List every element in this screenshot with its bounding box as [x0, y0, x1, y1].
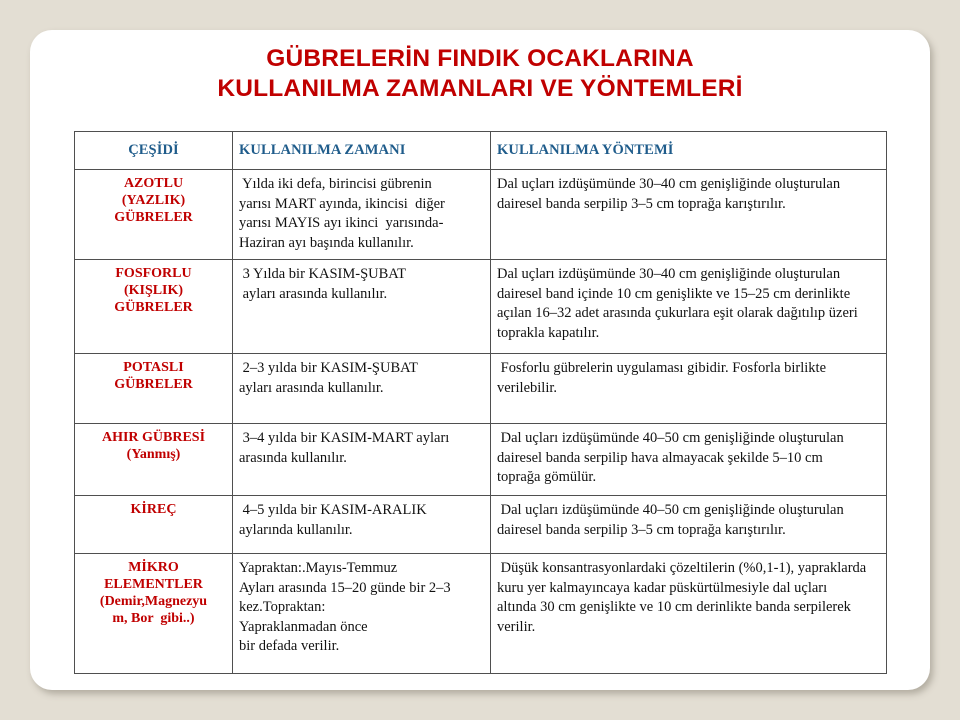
- text-line: dairesel banda serpilip 3–5 cm toprağa karıştırılır.: [497, 521, 786, 538]
- page-title-line-1: GÜBRELERİN FINDIK OCAKLARINA: [266, 45, 694, 72]
- text-line: Yapraklanmadan önce: [239, 618, 368, 635]
- cell-method: [491, 554, 887, 674]
- text-line: MİKRO: [128, 560, 179, 575]
- table-row: [75, 496, 887, 554]
- text-line: yarısı MART ayında, ikincisi diğer: [239, 195, 445, 212]
- text-line: Yılda iki defa, birincisi gübrenin: [239, 176, 432, 192]
- column-header-method: KULLANILMA YÖNTEMİ: [491, 132, 887, 170]
- text-line: dairesel band içinde 10 cm genişlikte ve 15–25 cm derinlikte: [497, 285, 851, 302]
- cell-method: [491, 496, 887, 554]
- text-line: Dal uçları izdüşümünde 40–50 cm genişliğinde oluşturulan: [497, 430, 844, 446]
- table-header: [75, 132, 887, 170]
- text-line: 2–3 yılda bir KASIM-ŞUBAT: [239, 360, 418, 376]
- text-line: GÜBRELER: [114, 377, 193, 392]
- text-line: m, Bor gibi..): [112, 611, 195, 626]
- cell-method: [491, 424, 887, 496]
- text-line: dairesel banda serpilip hava almayacak şekilde 5–10 cm: [497, 449, 823, 466]
- text-line: POTASLI: [123, 360, 184, 375]
- text-line: açılan 16–32 adet arasında çukurlara eşit olarak dağıtılıp üzeri: [497, 305, 858, 321]
- cell-time: [233, 424, 491, 496]
- text-line: (KIŞLIK): [123, 283, 184, 298]
- cell-type: [75, 496, 233, 554]
- text-line: AZOTLU: [123, 176, 184, 191]
- cell-type: [75, 354, 233, 424]
- cell-method: [491, 170, 887, 260]
- cell-type: [75, 260, 233, 354]
- text-line: (Demir,Magnezyu: [99, 594, 208, 609]
- text-line: Ayları arasında 15–20 günde bir 2–3: [239, 579, 451, 596]
- column-header-time: KULLANILMA ZAMANI: [233, 132, 491, 170]
- cell-method: [491, 260, 887, 354]
- text-line: Yapraktan:.Mayıs-Temmuz: [239, 560, 398, 576]
- cell-type: [75, 424, 233, 496]
- table-body: [75, 170, 887, 674]
- fertilizer-schedule-table: [74, 131, 887, 674]
- table-row: [75, 424, 887, 496]
- cell-type: [75, 554, 233, 674]
- table-row: [75, 170, 887, 260]
- text-line: arasında kullanılır.: [239, 449, 347, 466]
- text-line: aylarında kullanılır.: [239, 521, 353, 538]
- column-header-type: ÇEŞİDİ: [75, 132, 233, 170]
- text-line: bir defada verilir.: [239, 638, 340, 654]
- text-line: GÜBRELER: [114, 210, 193, 225]
- text-line: ELEMENTLER: [104, 577, 203, 592]
- page-title: [70, 44, 890, 104]
- text-line: yarısı MAYIS ayı ikinci yarısında-: [239, 215, 444, 231]
- cell-time: [233, 496, 491, 554]
- text-line: verilir.: [497, 618, 536, 635]
- text-line: ayları arasında kullanılır.: [239, 285, 388, 302]
- text-line: Dal uçları izdüşümünde 30–40 cm genişliğinde oluşturulan: [497, 176, 841, 192]
- text-line: Düşük konsantrasyonlardaki çözeltilerin (%0,1-1), yapraklarda: [497, 560, 867, 576]
- text-line: altında 30 cm genişlikte ve 10 cm derinlikte banda serpilerek: [497, 599, 851, 615]
- text-line: GÜBRELER: [114, 300, 193, 315]
- text-line: FOSFORLU: [115, 266, 192, 281]
- cell-method: [491, 354, 887, 424]
- text-line: 4–5 yılda bir KASIM-ARALIK: [239, 502, 427, 518]
- text-line: AHIR GÜBRESİ: [101, 430, 206, 445]
- table-row: [75, 354, 887, 424]
- table-row: [75, 554, 887, 674]
- text-line: dairesel banda serpilip 3–5 cm toprağa karıştırılır.: [497, 195, 786, 212]
- text-line: verilebilir.: [497, 379, 557, 396]
- text-line: Fosforlu gübrelerin uygulaması gibidir. Fosforla birlikte: [497, 360, 827, 376]
- text-line: Haziran ayı başında kullanılır.: [239, 234, 414, 251]
- text-line: (Yanmış): [126, 447, 181, 462]
- cell-time: [233, 354, 491, 424]
- text-line: 3 Yılda bir KASIM-ŞUBAT: [239, 266, 407, 282]
- text-line: Dal uçları izdüşümünde 40–50 cm genişliğinde oluşturulan: [497, 502, 844, 518]
- text-line: toprakla kapatılır.: [497, 324, 600, 341]
- text-line: ayları arasında kullanılır.: [239, 379, 384, 396]
- cell-time: [233, 170, 491, 260]
- cell-time: [233, 260, 491, 354]
- cell-type: [75, 170, 233, 260]
- text-line: Dal uçları izdüşümünde 30–40 cm genişliğinde oluşturulan: [497, 266, 841, 282]
- text-line: (YAZLIK): [121, 193, 186, 208]
- table-row: [75, 260, 887, 354]
- table-header-row: [75, 132, 887, 170]
- text-line: toprağa gömülür.: [497, 469, 597, 485]
- text-line: KİREÇ: [130, 502, 177, 517]
- cell-time: [233, 554, 491, 674]
- slide-card: [30, 30, 930, 690]
- text-line: 3–4 yılda bir KASIM-MART ayları: [239, 430, 450, 446]
- text-line: kez.Topraktan:: [239, 599, 326, 615]
- text-line: kuru yer kalmayıncaya kadar püskürtülmesiyle dal uçları: [497, 579, 828, 596]
- page-title-line-2: KULLANILMA ZAMANLARI VE YÖNTEMLERİ: [217, 75, 743, 102]
